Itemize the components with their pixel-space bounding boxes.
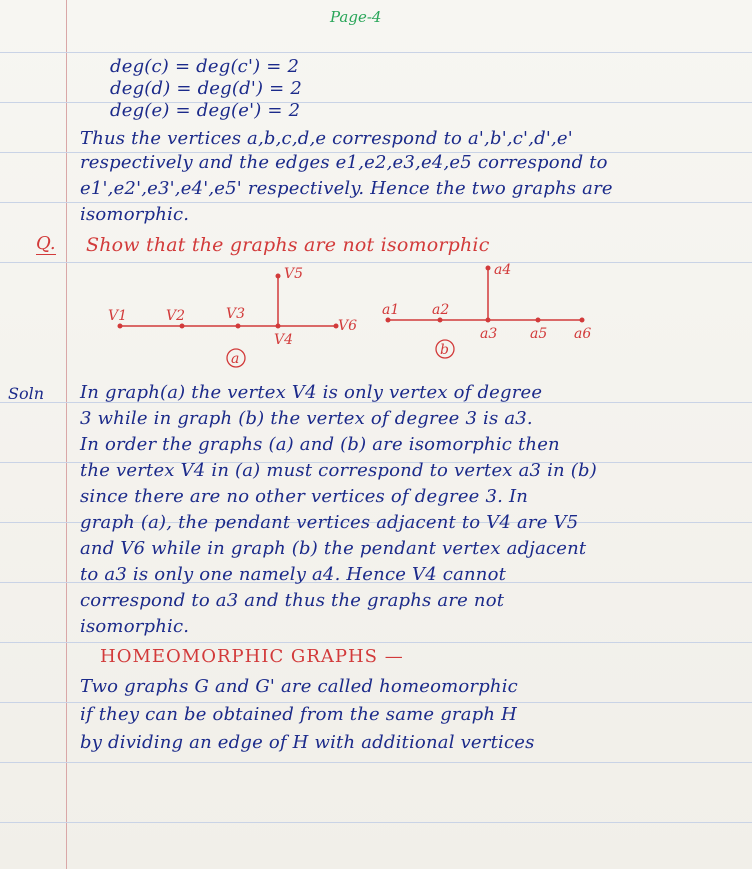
solution-line: the vertex V4 in (a) must correspond to vertex a3 in (b)	[80, 460, 597, 481]
graph-b-vertex	[536, 318, 541, 323]
definition-line: by dividing an edge of H with additional vertices	[80, 732, 535, 753]
solution-line: graph (a), the pendant vertices adjacent to V4 are V5	[80, 512, 579, 533]
graph-b-vertex	[486, 266, 491, 271]
graph-b-vertex	[580, 318, 585, 323]
graph-a-caption: a	[231, 351, 240, 367]
vertex-label-v4: V4	[274, 332, 294, 348]
solution-line: since there are no other vertices of degree 3. In	[80, 486, 529, 507]
vertex-label-a3: a3	[480, 326, 498, 342]
graph-b-vertex	[486, 318, 491, 323]
page-number: Page-4	[330, 8, 382, 26]
solution-line: 3 while in graph (b) the vertex of degree 3 is a3.	[80, 408, 533, 429]
graph-a-vertex	[276, 324, 281, 329]
graph-b	[382, 262, 591, 358]
graph-a-vertex	[180, 324, 185, 329]
graph-b-vertex	[386, 318, 391, 323]
solution-line: and V6 while in graph (b) the pendant vertex adjacent	[80, 538, 587, 559]
vertex-label-a6: a6	[574, 326, 592, 342]
vertex-label-a5: a5	[530, 326, 548, 342]
vertex-label-a1: a1	[382, 302, 400, 318]
definition-line: if they can be obtained from the same graph H	[80, 704, 518, 725]
vertex-label-a2: a2	[432, 302, 450, 318]
vertex-label-v6: V6	[338, 318, 358, 334]
question-text: Show that the graphs are not isomorphic	[86, 234, 490, 256]
graph-a	[108, 266, 357, 367]
vertex-label-v5: V5	[284, 266, 304, 282]
solution-line: isomorphic.	[80, 616, 190, 637]
solution-label: Soln	[8, 384, 45, 403]
text-line: deg(e) = deg(e') = 2	[110, 100, 301, 121]
graph-a-vertex	[276, 274, 281, 279]
solution-line: correspond to a3 and thus the graphs are not	[80, 590, 505, 611]
vertex-label-v1: V1	[108, 308, 128, 324]
graph-b-caption: b	[440, 342, 449, 358]
text-line: deg(d) = deg(d') = 2	[110, 78, 302, 99]
text-line: respectively and the edges e1,e2,e3,e4,e5 correspond to	[80, 152, 608, 173]
solution-line: In order the graphs (a) and (b) are isomorphic then	[80, 434, 560, 455]
vertex-label-a4: a4	[494, 262, 512, 278]
graph-a-vertex	[118, 324, 123, 329]
question-label: Q.	[36, 233, 56, 254]
section-heading: HOMEOMORPHIC GRAPHS —	[100, 646, 404, 667]
text-line: e1',e2',e3',e4',e5' respectively. Hence the two graphs are	[80, 178, 613, 199]
vertex-label-v2: V2	[166, 308, 186, 324]
definition-line: Two graphs G and G' are called homeomorphic	[80, 676, 518, 697]
text-line: isomorphic.	[80, 204, 190, 225]
solution-line: to a3 is only one namely a4. Hence V4 cannot	[80, 564, 507, 585]
text-line: Thus the vertices a,b,c,d,e correspond to a',b',c',d',e'	[80, 128, 573, 149]
solution-line: In graph(a) the vertex V4 is only vertex of degree	[80, 382, 543, 403]
graph-b-vertex	[438, 318, 443, 323]
vertex-label-v3: V3	[226, 306, 246, 322]
text-line: deg(c) = deg(c') = 2	[110, 56, 300, 77]
graph-a-vertex	[236, 324, 241, 329]
